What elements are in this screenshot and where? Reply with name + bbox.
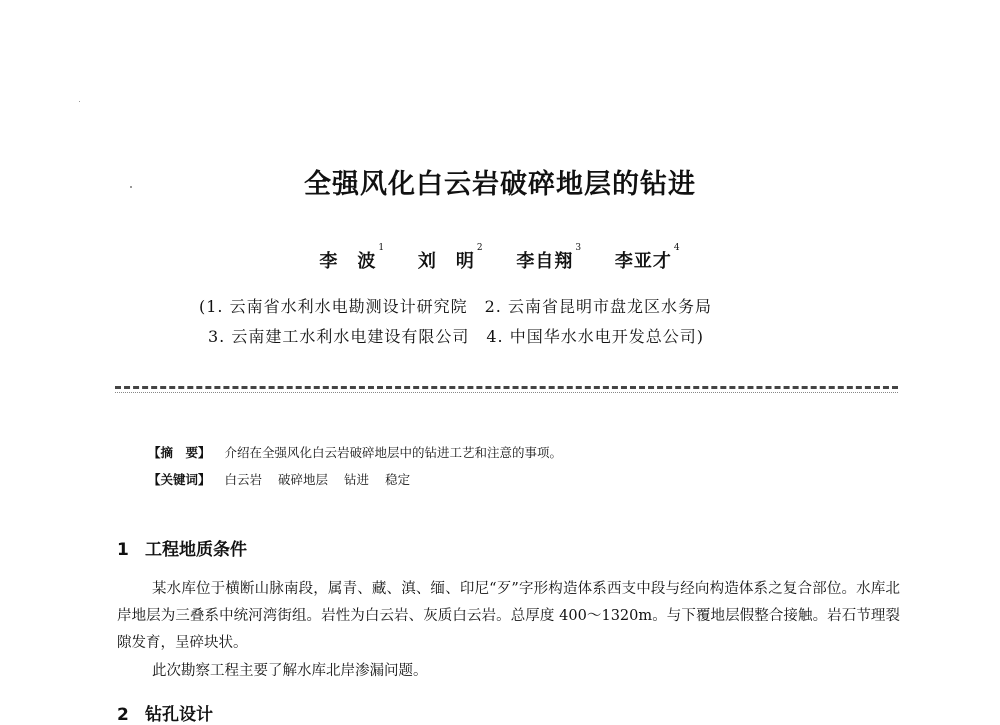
keywords-label: 【关键词】 (148, 472, 211, 487)
keyword: 破碎地层 (278, 472, 329, 487)
body-paragraph: 某水库位于横断山脉南段，属青、藏、滇、缅、印尼“歹”字形构造体系西支中段与经向构造体系之复合部位。水库北岸地层为三叠系中统河湾街组。岩性为白云岩、灰质白云岩。总厚度 400～1320m。与下覆地层假整合接触。岩石节理裂隙发育，呈碎块状。 (117, 581, 900, 651)
section-title: 工程地质条件 (145, 540, 247, 560)
author: 刘 明$^2$ (417, 243, 484, 272)
abstract-text: 介绍在全强风化白云岩破碎地层中的钻进工艺和注意的事项。 (224, 445, 563, 460)
keyword: 白云岩 (224, 472, 263, 487)
keyword: 稳定 (385, 472, 411, 487)
section-title: 钻孔设计 (145, 705, 213, 725)
author-list (0, 243, 1000, 273)
section-heading (117, 700, 213, 725)
body-paragraph: 此次勘察工程主要了解水库北岸渗漏问题。 (152, 663, 428, 679)
header-divider (115, 386, 898, 389)
keywords (148, 470, 426, 488)
scan-speck (79, 101, 80, 102)
affiliation-line-2: 3. 云南建工水利水电建设有限公司 4. 中国华水水电开发总公司) (208, 327, 704, 346)
section-number: 2 (117, 705, 129, 725)
section-heading (117, 535, 247, 560)
keyword: 钻进 (344, 472, 370, 487)
section-number: 1 (117, 540, 129, 560)
abstract (148, 443, 562, 461)
header-divider-thin (115, 392, 898, 393)
affiliation-line-1: (1. 云南省水利水电勘测设计研究院 2. 云南省昆明市盘龙区水务局 (199, 297, 712, 316)
author: 李自翔$^3$ (516, 243, 583, 272)
author: 李亚才$^4$ (614, 243, 681, 272)
author: 李 波$^1$ (319, 243, 386, 272)
paper-title: 全强风化白云岩破碎地层的钻进 (304, 169, 696, 200)
abstract-label: 【摘 要】 (148, 445, 211, 460)
